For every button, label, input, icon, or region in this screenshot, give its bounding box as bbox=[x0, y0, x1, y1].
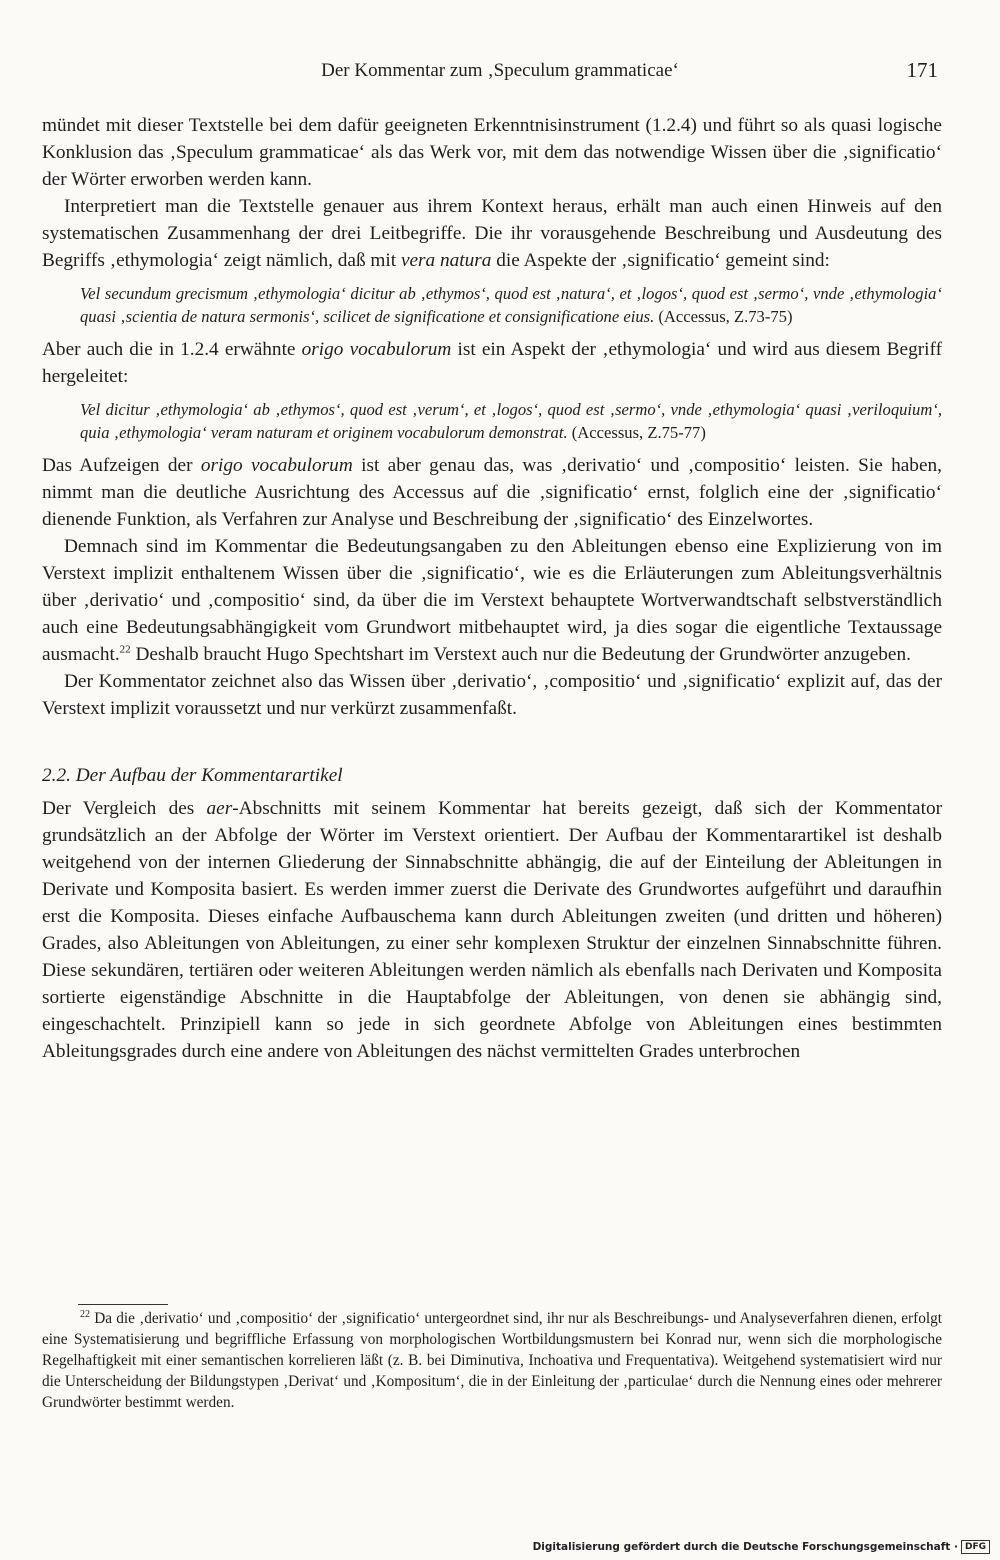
paragraph-7-part-b: -Abschnitts mit seinem Kommentar hat bereits gezeigt, daß sich der Kommentator grundsätzlich an der Abfolge der Wörter im Verstext orientiert. Der Aufbau der Kommentarartikel ist deshalb weitgehend von der internen Gliederung der Sinnabschnitte abhängig, die auf der Einteilung der Ableitungen in Derivate und Komposita basiert. Es werden immer zuerst die Derivate des Grundwortes aufgeführt und daraufhin erst die Komposita. Dieses einfache Aufbauschema kann durch Ableitungen zweiten (und dritten und höheren) Grades, also Ableitungen von Ableitungen, zu einer sehr komplexen Struktur der einzelnen Sinnabschnitte führen. Diese sekundären, tertiären oder weiteren Ableitungen werden nämlich als ebenfalls nach Derivaten und Komposita sortierte eigenständige Abschnitte in die Hauptabfolge der Ableitungen, von denen sie abhängig sind, eingeschachtelt. Prinzipiell kann so jede in sich geordnete Abfolge von Ableitungen eines bestimmten Ableitungsgrades durch eine andere von Ableitungen des nächst vermittelten Grades unterbrochen bbox=[42, 798, 943, 1062]
footnote-divider bbox=[78, 1304, 168, 1305]
dfg-logo: DFG bbox=[961, 1540, 990, 1554]
footnote-22-text: Da die ‚derivatio‘ und ‚compositio‘ der ‚significatio‘ untergeordnet sind, ihr nur als Beschreibungs- und Analyseverfahren dienen, erfolgt eine Systematisierung und begriffliche Erfassung von morphologischen Wortbildungsmustern bei Konrad nur, wenn sich die morphologische Regelhaftigkeit mit einer semantischen korrelieren läßt (z. B. bei Diminutiva, Inchoativa und Frequentativa). Weitgehend systematisiert wird nur die Unterscheidung der Bildungstypen ‚Derivat‘ und ‚Kompositum‘, die in der Einleitung der ‚particulae‘ durch die Nennung eines oder mehrerer Grundwörter bestimmt werden. bbox=[42, 1310, 942, 1411]
running-title: Der Kommentar zum ‚Speculum grammaticae‘ bbox=[321, 60, 679, 81]
quote-2-reference: (Accessus, Z.75-77) bbox=[567, 423, 706, 442]
paragraph-7-part-a: Der Vergleich des bbox=[42, 798, 207, 819]
block-quote-1 bbox=[80, 282, 942, 328]
paragraph-7 bbox=[42, 795, 942, 1065]
paragraph-5-part-a: Demnach sind im Kommentar die Bedeutungsangaben zu den Ableitungen ebenso eine Explizierung von im Verstext implizit enthaltenem Wissen über die ‚significatio‘, wie es die Erläuterungen zum Ableitungsverhältnis über ‚derivatio‘ und ‚compositio‘ sind, da über die im Verstext behauptete Wortverwandtschaft selbstverständlich auch eine Bedeutungsabhängigkeit vom Grundwort mitbehauptet wird, ja dies sogar die eigentliche Textaussage ausmacht. bbox=[42, 536, 942, 665]
paragraph-6: Der Kommentator zeichnet also das Wissen über ‚derivatio‘, ‚compositio‘ und ‚significatio‘ explizit auf, das der Verstext implizit voraussetzt und nur verkürzt zusammenfaßt. bbox=[42, 671, 942, 719]
quote-1-text: Vel secundum grecismum ‚ethymologia‘ dicitur ab ‚ethymos‘, quod est ‚natura‘, et ‚logos‘, quod est ‚sermo‘, vnde ‚ethymologia‘ quasi ‚scientia de natura sermonis‘, scilicet de significatione et consignificatione eius. bbox=[80, 284, 942, 326]
digitization-stamp bbox=[533, 1540, 990, 1554]
paragraph-4-part-b: ist aber genau das, was ‚derivatio‘ und ‚compositio‘ leisten. Sie haben, nimmt man die deutliche Ausrichtung des Accessus auf die ‚significatio‘ ernst, folglich eine der ‚significatio‘ dienende Funktion, als Verfahren zur Analyse und Beschreibung der ‚significatio‘ des Einzelwortes. bbox=[42, 455, 942, 530]
quote-2-text: Vel dicitur ‚ethymologia‘ ab ‚ethymos‘, quod est ‚verum‘, et ‚logos‘, quod est ‚sermo‘, vnde ‚ethymologia‘ quasi ‚veriloquium‘, quia ‚ethymologia‘ veram naturam et originem vocabulorum demonstrat. bbox=[80, 400, 942, 442]
paragraph-2-part-b: die Aspekte der ‚significatio‘ gemeint sind: bbox=[491, 250, 830, 271]
paragraph-2-emphasis: vera natura bbox=[400, 250, 492, 271]
footnotes bbox=[42, 1308, 942, 1413]
footnote-ref-22[interactable]: 22 bbox=[119, 643, 131, 656]
paragraph-5-part-b: Deshalb braucht Hugo Spechtshart im Verstext auch nur die Bedeutung der Grundwörter anzugeben. bbox=[130, 644, 911, 665]
paragraph-3 bbox=[42, 336, 942, 390]
footnote-22-number: 22 bbox=[80, 1308, 90, 1320]
paragraph-5 bbox=[42, 533, 942, 668]
main-text bbox=[42, 112, 942, 1065]
paragraph-3-part-a: Aber auch die in 1.2.4 erwähnte bbox=[42, 339, 302, 360]
footnote-22 bbox=[42, 1308, 942, 1413]
paragraph-3-emphasis: origo vocabulorum bbox=[301, 339, 452, 360]
paragraph-2 bbox=[42, 193, 942, 274]
section-heading: 2.2. Der Aufbau der Kommentarartikel bbox=[42, 765, 343, 786]
page-number: 171 bbox=[906, 58, 938, 82]
paragraph-1: mündet mit dieser Textstelle bei dem dafür geeigneten Erkenntnisinstrument (1.2.4) und führt so als quasi logische Konklusion das ‚Speculum grammaticae‘ als das Werk vor, mit dem das notwendige Wissen über die ‚significatio‘ der Wörter erworben werden kann. bbox=[42, 115, 942, 190]
quote-1-reference: (Accessus, Z.73-75) bbox=[654, 307, 793, 326]
paragraph-4-emphasis: origo vocabulorum bbox=[200, 455, 353, 476]
paragraph-2-part-a: Interpretiert man die Textstelle genauer aus ihrem Kontext heraus, erhält man auch einen Hinweis auf den systematischen Zusammenhang der drei Leitbegriffe. Die ihr vorausgehende Beschreibung und Ausdeutung des Begriffs ‚ethymologia‘ zeigt nämlich, daß mit bbox=[42, 196, 942, 271]
stamp-text: Digitalisierung gefördert durch die Deutsche Forschungsgemeinschaft · bbox=[532, 1541, 958, 1553]
paragraph-4-part-a: Das Aufzeigen der bbox=[42, 455, 201, 476]
paragraph-3-part-b: ist ein Aspekt der ‚ethymologia‘ und wird aus diesem Begriff hergeleitet: bbox=[42, 339, 942, 387]
paragraph-7-emphasis: aer bbox=[206, 798, 233, 819]
block-quote-2 bbox=[80, 398, 942, 444]
paragraph-4 bbox=[42, 452, 942, 533]
